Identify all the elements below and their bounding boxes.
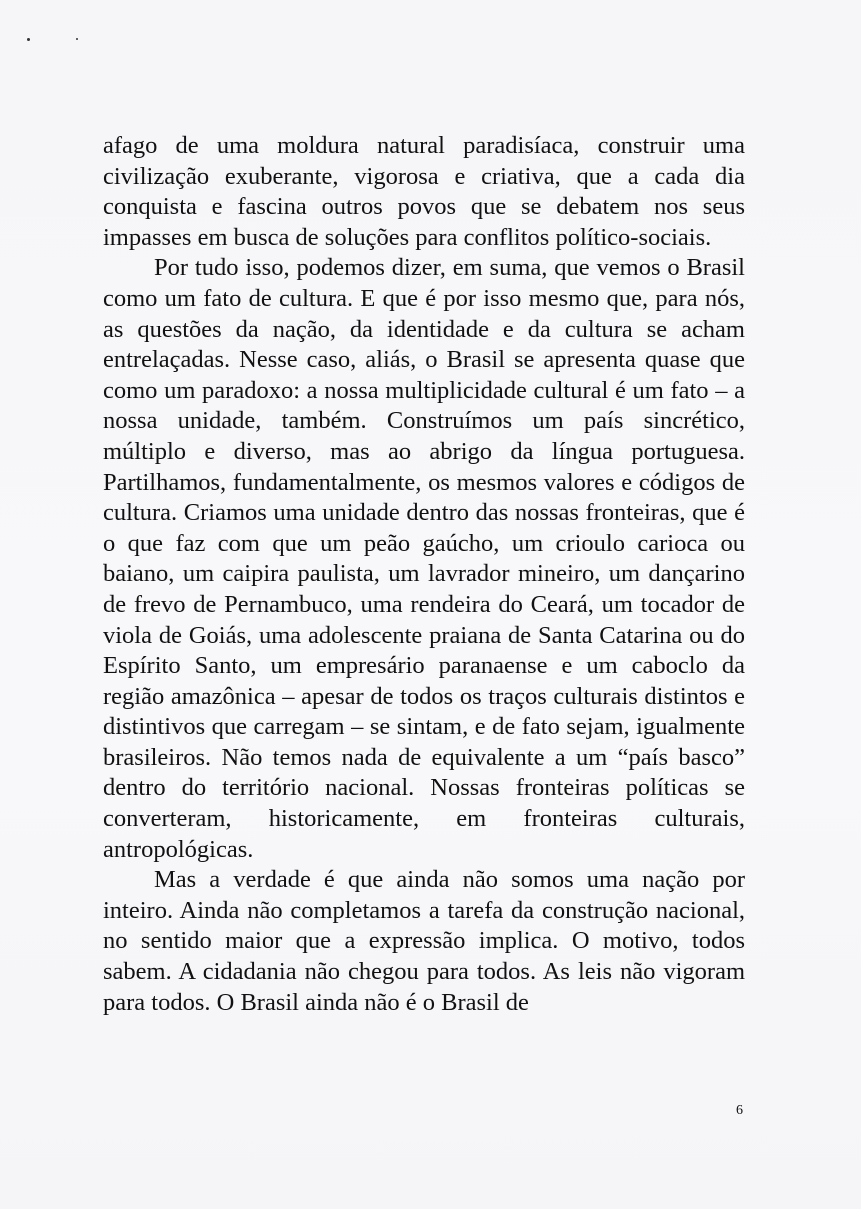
page-number: 6 (736, 1103, 743, 1118)
scan-speck (76, 38, 78, 40)
paragraph: Mas a verdade é que ainda não somos uma nação por inteiro. Ainda não completamos a tarefa da construção nacional, no sentido maior que a expressão implica. O motivo, todos sabem. A cidadania não chegou para todos. As leis não vigoram para todos. O Brasil ainda não é o Brasil de (103, 866, 745, 1016)
paragraph-continued: afago de uma moldura natural paradisíaca, construir uma civilização exuberante, vigorosa e criativa, que a cada dia conquista e fascina outros povos que se debatem nos seus impasses em busca de soluções para conflitos político-sociais. (103, 132, 745, 251)
paragraph: Por tudo isso, podemos dizer, em suma, que vemos o Brasil como um fato de cultura. E que é por isso mesmo que, para nós, as questões da nação, da identidade e da cultura se acham entrelaçadas. Nesse caso, aliás, o Brasil se apresenta quase que como um paradoxo: a nossa multiplicidade cultural é um fato – a nossa unidade, também. Construímos um país sincrético, múltiplo e diverso, mas ao abrigo da língua portuguesa. Partilhamos, fundamentalmente, os mesmos valores e códigos de cultura. Criamos uma unidade dentro das nossas fronteiras, que é o que faz com que um peão gaúcho, um crioulo carioca ou baiano, um caipira paulista, um lavrador mineiro, um dançarino de frevo de Pernambuco, uma rendeira do Ceará, um tocador de viola de Goiás, uma adolescente praiana de Santa Catarina ou do Espírito Santo, um empresário paranaense e um caboclo da região amazônica – apesar de todos os traços culturais distintos e distintivos que carregam – se sintam, e de fato sejam, igualmente brasileiros. Não temos nada de equivalente a um “país basco” dentro do território nacional. Nossas fronteiras políticas se converteram, historicamente, em fronteiras culturais, antropológicas. (103, 254, 745, 863)
scan-speck (27, 38, 30, 41)
body-text (103, 131, 745, 1018)
